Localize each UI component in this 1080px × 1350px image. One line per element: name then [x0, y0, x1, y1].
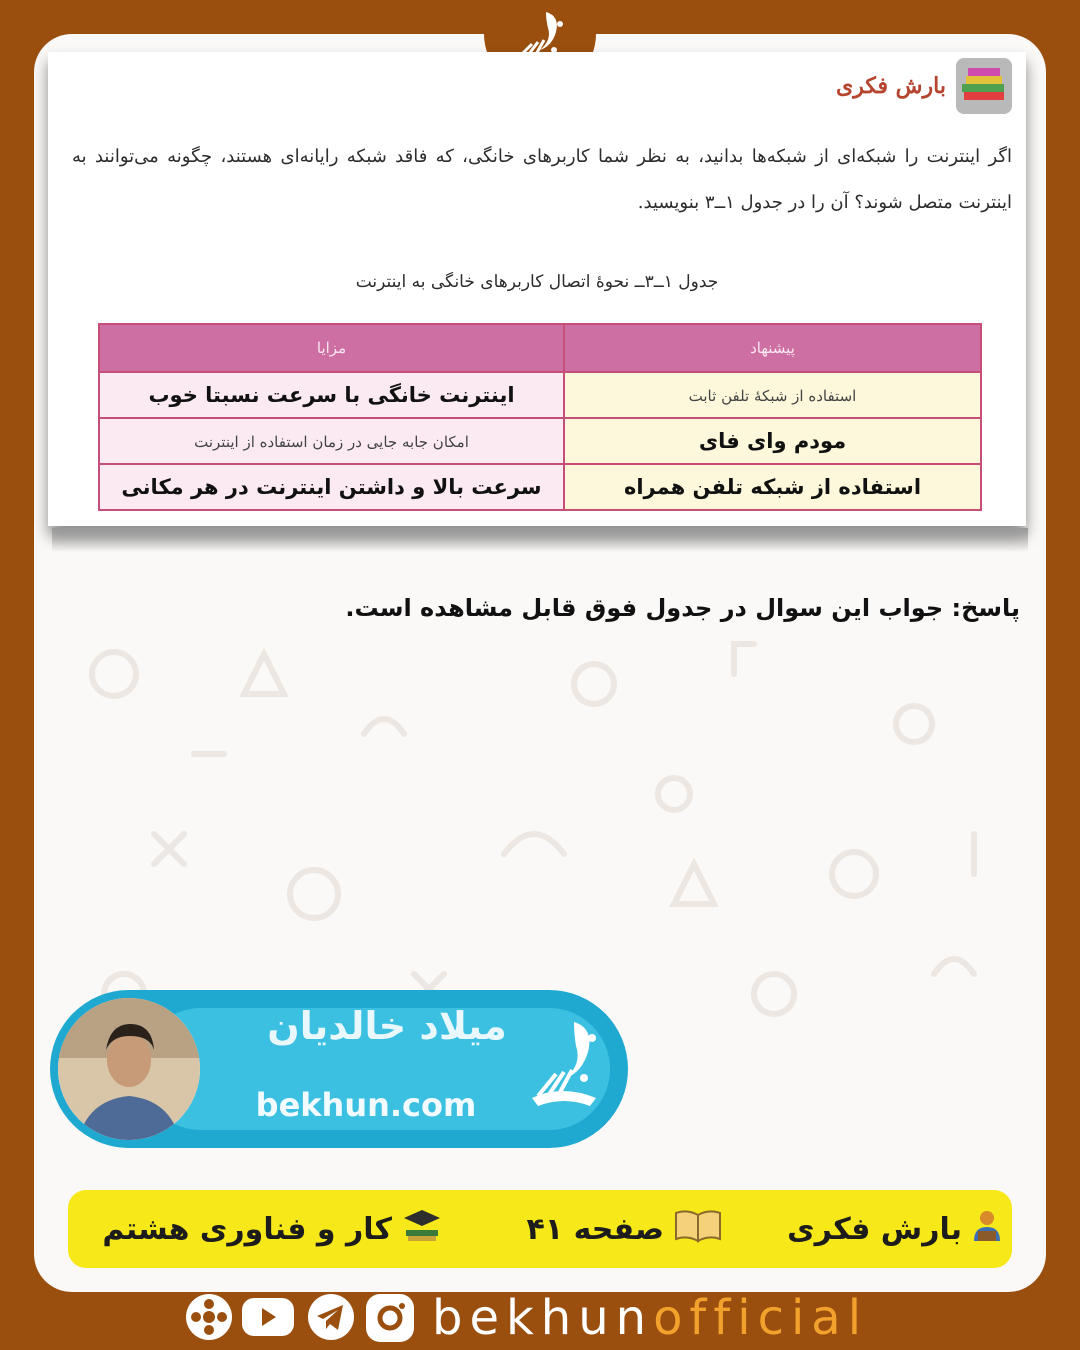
cell-advantages [99, 464, 564, 510]
social-handle [432, 1288, 868, 1348]
cell-text: اینترنت خانگی با سرعت نسبتا خوب [148, 383, 515, 407]
info-page [527, 1204, 722, 1254]
cell-advantages [99, 372, 564, 418]
answer-text: پاسخ: جواب این سوال در جدول فوق قابل مشاهده است. [345, 594, 1020, 622]
open-book-icon [674, 1207, 722, 1251]
cell-suggestion [564, 418, 981, 464]
cell-text: استفاده از شبکهٔ تلفن ثابت [688, 386, 857, 405]
table-row [99, 372, 981, 418]
avatar [58, 998, 200, 1140]
cell-text: سرعت بالا و داشتن اینترنت در هر مکانی [121, 475, 542, 499]
telegram-icon[interactable] [306, 1292, 356, 1342]
info-topic [787, 1204, 1002, 1254]
page-label: صفحه ۴۱ [526, 1211, 664, 1247]
textbook-page-scan [48, 52, 1026, 526]
header-advantages: مزایا [99, 324, 564, 372]
info-bar [68, 1190, 1012, 1268]
table-header-row [99, 324, 981, 372]
author-photo [58, 998, 200, 1140]
table-row [99, 418, 981, 464]
film-reel-icon[interactable] [184, 1292, 234, 1342]
page-shadow [52, 528, 1028, 552]
cell-text: مودم وای فای [698, 429, 847, 453]
section-title: بارش فکری [836, 73, 946, 99]
cell-text: امکان جابه جایی در زمان استفاده از اینترنت [194, 432, 469, 451]
author-name: میلاد خالدیان [267, 1004, 507, 1048]
books-icon [956, 58, 1012, 114]
question-text: اگر اینترنت را شبکه‌ای از شبکه‌ها بدانید، به نظر شما کاربرهای خانگی، که فاقد شبکه رایانه‌ای هستند، چگونه می‌توانند به اینترنت متصل شوند؟ آن را در جدول ۱ــ۳ بنویسید. [72, 146, 1012, 213]
cell-advantages [99, 418, 564, 464]
table-caption: جدول ۱ــ۳ــ نحوهٔ اتصال کاربرهای خانگی به اینترنت [355, 272, 719, 292]
cell-text: استفاده از شبکه تلفن همراه [623, 475, 922, 499]
instagram-icon[interactable] [364, 1292, 416, 1344]
section-header [836, 58, 1012, 114]
info-course [102, 1204, 442, 1254]
handle-part-1: bekhun [432, 1290, 654, 1346]
author-card [50, 990, 628, 1148]
author-website[interactable]: bekhun.com [255, 1086, 477, 1124]
table-row [99, 464, 981, 510]
header-suggestion: پیشنهاد [564, 324, 981, 372]
course-label: کار و فناوری هشتم [102, 1211, 392, 1247]
graduation-cap-icon [402, 1208, 442, 1250]
cell-suggestion [564, 372, 981, 418]
topic-label: بارش فکری [787, 1211, 962, 1247]
connection-methods-table [98, 323, 982, 511]
youtube-icon[interactable] [240, 1292, 296, 1342]
cell-suggestion [564, 464, 981, 510]
handle-part-2: official [653, 1290, 869, 1346]
bekhun-logo-icon [518, 1016, 618, 1120]
teacher-icon [972, 1209, 1002, 1249]
